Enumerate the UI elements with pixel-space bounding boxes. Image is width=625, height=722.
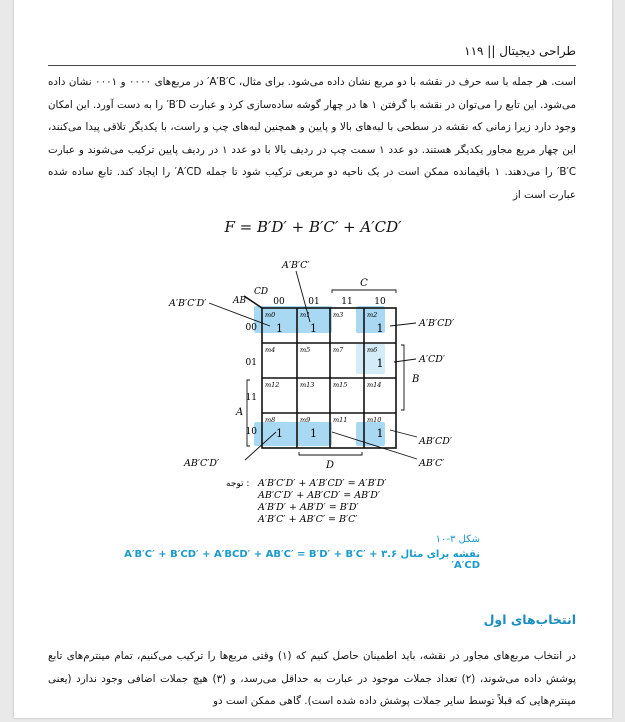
minterm-label: m15	[333, 381, 348, 389]
row-header-11: 11	[245, 393, 257, 403]
cell-value: 1	[376, 357, 384, 370]
minterm-label: m3	[333, 311, 344, 319]
minterm-label: m7	[333, 346, 344, 354]
section-paragraph: در انتخاب مربع‌های مجاور در نقشه، باید اطمینان حاصل کنیم که (۱) وقتی مربع‌ها را ترکیب می‌کنیم، تمام مینترم‌های تابع پوشش داده می‌شوند، (۲) تعداد جملات موجود در عبارت به حداقل می‌رسد، و (۳) هیچ جملات اضافی وجود ندارد (یعنی مینترم‌هایی که قبلاً توسط سایر جملات پوشش داده شده است). گاهی ممکن است دو	[48, 650, 576, 707]
note-line-3: A′B′D′ + AB′D′ = B′D′	[258, 502, 359, 513]
figure-caption: نقشه برای مثال ۳.۶ A′B′C′ + B′CD′ + A′BCD′ + AB′C′ = B′D′ + B′C′ + A′CD′	[124, 549, 480, 571]
minterm-label: m9	[300, 416, 311, 424]
running-head: طراحی دیجیتال || ۱۱۹	[48, 43, 576, 66]
annotation-right-2: A′CD′	[419, 354, 446, 365]
var-d-label: D	[325, 460, 335, 471]
annotation-right-1: A′B′CD′	[419, 318, 455, 329]
minterm-label: m5	[300, 346, 311, 354]
minterm-label: m1	[300, 311, 311, 319]
book-page	[14, 0, 612, 718]
row-header-01: 01	[245, 358, 257, 368]
minterm-label: m6	[367, 346, 378, 354]
minterm-label: m4	[265, 346, 276, 354]
figure-number: شکل ۳-۱۰	[435, 534, 480, 545]
annotation-right-4: AB′C′	[419, 458, 445, 469]
annotation-top-left: A′B′C′D′	[169, 298, 207, 309]
simplified-equation: F = B′D′ + B′C′ + A′CD′	[224, 218, 402, 236]
var-a-label: A	[236, 407, 244, 418]
corner-col-var: CD	[254, 287, 269, 297]
body-paragraph: است. هر جمله با سه حرف در نقشه با دو مربع نشان داده می‌شود. برای مثال، A′B′C′ در مربع‌های ۰۰۰۰ و ۰۰۰۱ نشان داده می‌شود. این تابع را می‌توان در نقشه با گرفتن ۱ ها در چهار گوشه ساده‌سازی کرد و عبارت B′D′ را به دست آورد. این امکان وجود دارد زیرا زمانی که نقشه در سطحی با لبه‌های بالا و پایین و همچنین لبه‌های چپ و راست، با یکدیگر تلاقی پیدا می‌کنند، این چهار مربع مجاور یکدیگر هستند. دو عدد ۱ سمت چپ در ردیف بالا با دو عدد ۱ در ردیف پایین ترکیب می‌شوند و عبارت B′C′ را می‌دهند. ۱ باقیمانده ممکن است در یک ناحیه دو مربعی ترکیب شود تا جمله A′CD′ را ایجاد کند. تابع ساده شده عبارت است از	[48, 76, 577, 201]
minterm-label: m2	[367, 311, 378, 319]
highlight-bottom-pair	[254, 422, 332, 446]
note-line-4: A′B′C′ + AB′C′ = B′C′	[258, 514, 358, 525]
minterm-label: m13	[300, 381, 315, 389]
karnaugh-map-svg	[14, 0, 612, 718]
col-header-01: 01	[308, 297, 320, 307]
annotation-bottom-left: AB′C′D′	[184, 458, 220, 469]
row-header-00: 00	[245, 323, 257, 333]
section-title: انتخاب‌های اول	[483, 612, 576, 627]
minterm-label: m10	[367, 416, 382, 424]
col-header-11: 11	[341, 297, 353, 307]
minterm-label: m12	[265, 381, 280, 389]
var-c-label: C	[360, 278, 368, 289]
corner-row-var: AB	[233, 296, 247, 306]
var-b-label: B	[412, 374, 420, 385]
group-highlights	[254, 306, 385, 446]
col-header-10: 10	[374, 297, 386, 307]
cell-value: 1	[276, 427, 283, 440]
karnaugh-map-figure	[14, 0, 612, 718]
cell-value: 1	[310, 322, 317, 335]
cell-value: 1	[310, 427, 317, 440]
cell-value: 1	[376, 427, 384, 440]
notes-label: توجه :	[226, 479, 250, 489]
annotation-right-3: AB′CD′	[419, 436, 453, 447]
row-header-10: 10	[245, 427, 257, 437]
annotation-top: A′B′C′	[282, 260, 310, 271]
minterm-label: m8	[265, 416, 276, 424]
note-line-1: A′B′C′D′ + A′B′CD′ = A′B′D′	[258, 478, 387, 489]
col-header-00: 00	[273, 297, 285, 307]
minterm-label: m14	[367, 381, 382, 389]
minterm-label: m11	[333, 416, 348, 424]
minterm-label: m0	[265, 311, 276, 319]
note-line-2: AB′C′D′ + AB′CD′ = AB′D′	[258, 490, 381, 501]
cell-value: 1	[376, 322, 384, 335]
cell-value: 1	[276, 322, 283, 335]
